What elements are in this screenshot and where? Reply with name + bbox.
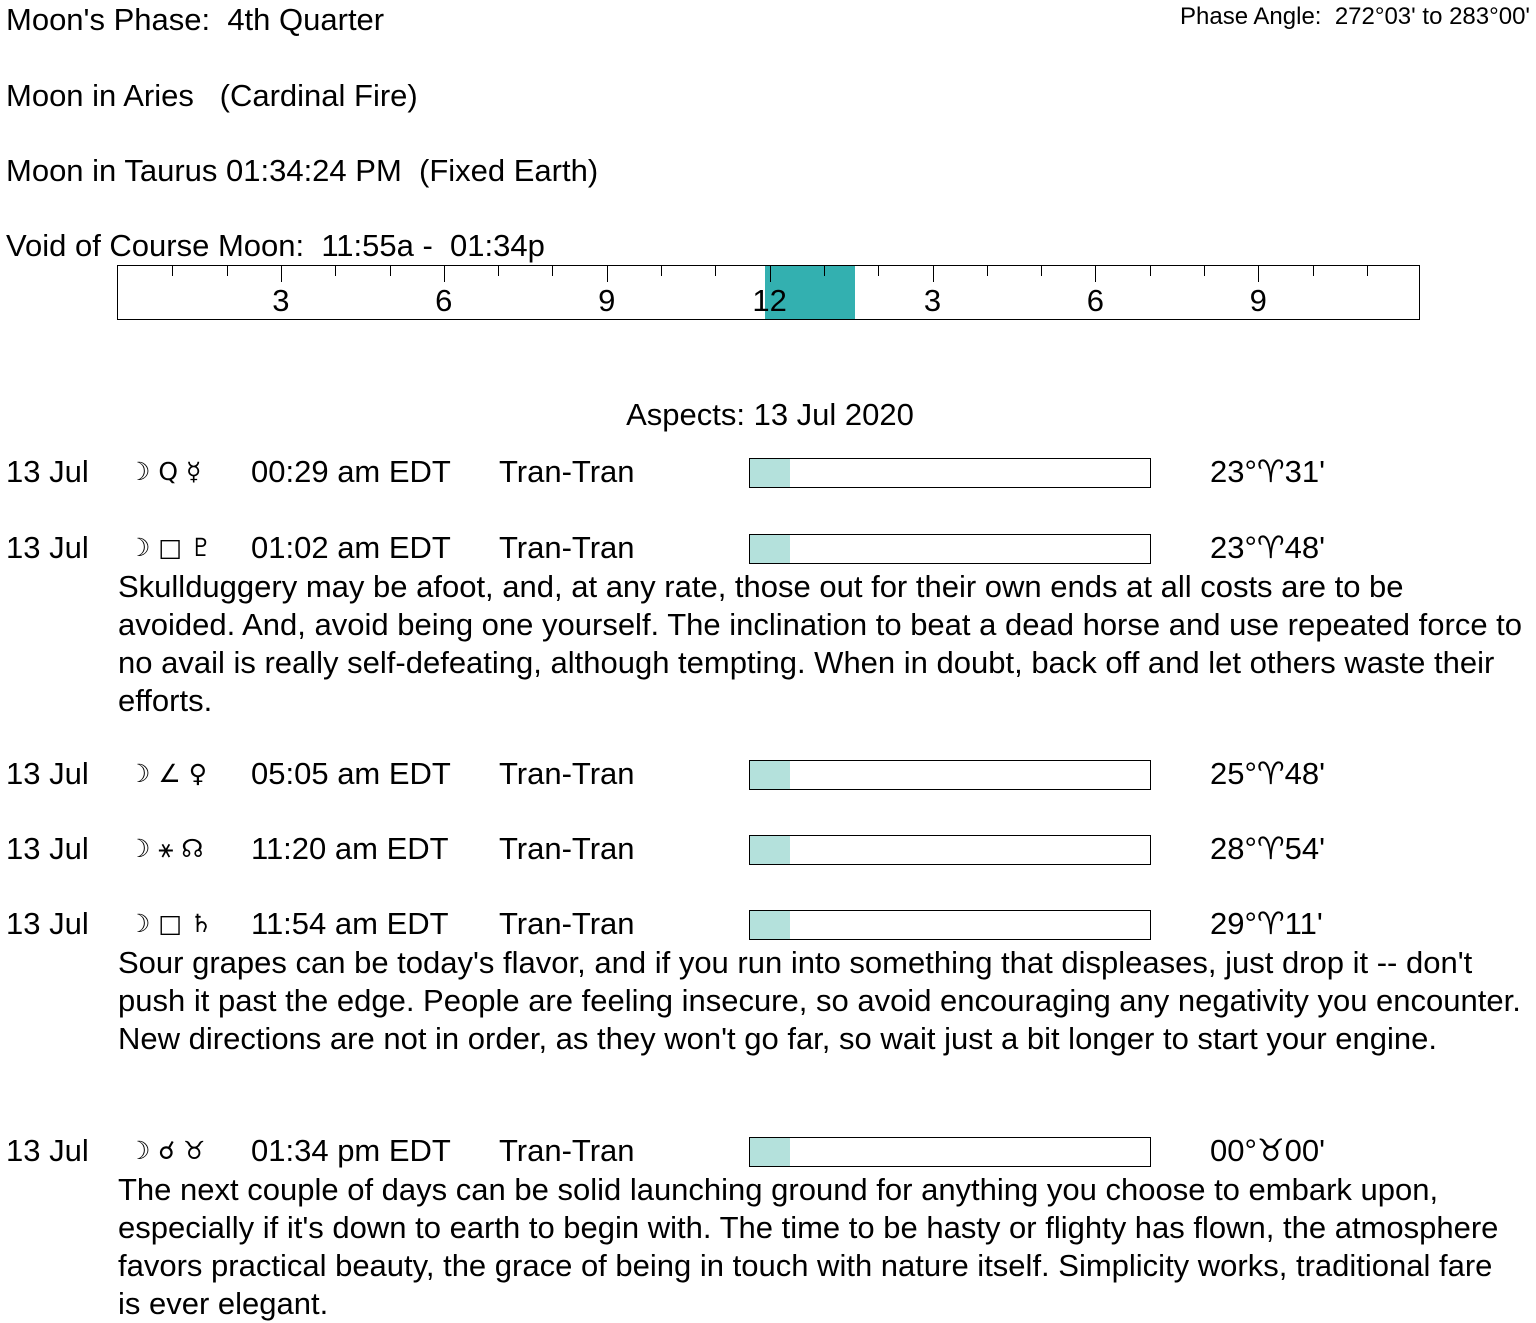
aspect-date: 13 Jul [6, 906, 89, 941]
aspect-strength-bar [749, 835, 1151, 865]
timeline-tick-label: 3 [923, 283, 942, 318]
aspect-type: Tran-Tran [499, 756, 635, 791]
aspect-glyphs: ☽ □ ♄ [128, 909, 213, 938]
timeline-tick [1313, 266, 1314, 276]
aspect-glyphs: ☽ □ ♇ [128, 533, 213, 562]
aspect-row [0, 452, 1536, 492]
timeline-tick [335, 266, 336, 276]
aspect-entry [0, 452, 1536, 492]
timeline-tick [498, 266, 499, 276]
aspect-interpretation: Sour grapes can be today's flavor, and if you run into something that displeases, just drop it -- don't push it past the edge. People are feeling insecure, so avoid encouraging any negativity you encounter. New directions are not in order, as they won't go far, so wait just a bit longer to start your engine. [118, 945, 1521, 1056]
timeline-tick [1204, 266, 1205, 276]
aspect-interpretation: Skullduggery may be afoot, and, at any rate, those out for their own ends at all costs are to be avoided. And, avoid being one yourself. The inclination to beat a dead horse and use repeated force to no avail is really self-defeating, although tempting. When in doubt, back off and let others waste their efforts. [118, 569, 1523, 718]
aspect-type: Tran-Tran [499, 831, 635, 866]
aspect-strength-bar [749, 760, 1151, 790]
timeline-tick [715, 266, 716, 276]
aspect-type: Tran-Tran [499, 1133, 635, 1168]
aspect-position: 29°♈11' [1210, 906, 1323, 941]
aspect-date: 13 Jul [6, 530, 89, 565]
timeline-tick-label: 6 [435, 283, 453, 318]
aspect-time: 01:02 am EDT [251, 530, 451, 565]
aspect-row [0, 528, 1536, 568]
timeline-tick-label: 9 [1249, 283, 1267, 318]
aspect-strength-fill [750, 761, 790, 789]
aspect-glyphs: ☽ Q ☿ [128, 457, 202, 486]
aspect-type: Tran-Tran [499, 454, 635, 489]
aspect-strength-fill [750, 1138, 790, 1166]
aspect-glyphs: ☽ ⚹ ☊ [128, 834, 204, 863]
aspect-interpretation: The next couple of days can be solid launching ground for anything you choose to embark upon, especially if it's down to earth to begin with. The time to be hasty or flighty has flown, the atmosphere favors practical beauty, the grace of being in touch with nature itself. Simplicity works, traditional fare is ever elegant. [118, 1172, 1499, 1321]
aspect-type: Tran-Tran [499, 906, 635, 941]
aspect-entry [0, 904, 1536, 1056]
aspect-position: 25°♈48' [1210, 756, 1326, 791]
aspect-strength-fill [750, 836, 790, 864]
aspects-heading: Aspects: 13 Jul 2020 [626, 397, 914, 432]
timeline-tick [824, 266, 825, 276]
void-of-course-timeline [117, 265, 1420, 320]
aspect-strength-bar [749, 910, 1151, 940]
timeline-tick [281, 266, 282, 282]
aspect-entry [0, 528, 1536, 718]
timeline-tick [552, 266, 553, 276]
aspect-date: 13 Jul [6, 1133, 89, 1168]
timeline-tick-label: 6 [1086, 283, 1105, 318]
aspect-strength-bar [749, 534, 1151, 564]
timeline-tick [444, 266, 445, 282]
timeline-tick [607, 266, 608, 282]
aspect-strength-bar [749, 458, 1151, 488]
aspect-date: 13 Jul [6, 756, 89, 791]
aspect-date: 13 Jul [6, 831, 89, 866]
aspect-position: 28°♈54' [1210, 831, 1326, 866]
aspect-entry [0, 754, 1536, 794]
moon-sign-aries: Moon in Aries (Cardinal Fire) [6, 78, 418, 113]
timeline-tick-label: 9 [598, 283, 616, 318]
timeline-tick [1041, 266, 1042, 276]
timeline-tick-label: 12 [752, 283, 787, 318]
timeline-tick [1095, 266, 1096, 282]
aspect-glyphs: ☽ ☌ ♉ [128, 1136, 206, 1165]
aspect-position: 00°♉00' [1210, 1133, 1326, 1168]
aspect-strength-fill [750, 459, 790, 487]
aspect-row [0, 1131, 1536, 1171]
aspect-strength-fill [750, 535, 790, 563]
aspect-row [0, 829, 1536, 869]
aspect-entry [0, 1131, 1536, 1321]
phase-angle: Phase Angle: 272°03' to 283°00' [1180, 3, 1530, 30]
aspect-row [0, 904, 1536, 944]
timeline-tick [1150, 266, 1151, 276]
timeline-tick [661, 266, 662, 276]
moon-sign-taurus: Moon in Taurus 01:34:24 PM (Fixed Earth) [6, 153, 599, 188]
timeline-tick [933, 266, 934, 282]
aspect-position: 23°♈48' [1210, 530, 1326, 565]
timeline-tick [1367, 266, 1368, 276]
aspect-date: 13 Jul [6, 454, 89, 489]
void-of-course: Void of Course Moon: 11:55a - 01:34p [6, 228, 545, 263]
moon-phase: Moon's Phase: 4th Quarter [6, 2, 385, 37]
aspect-row [0, 754, 1536, 794]
timeline-tick [770, 266, 771, 282]
timeline-tick [1258, 266, 1259, 282]
timeline-tick [227, 266, 228, 276]
aspect-strength-fill [750, 911, 790, 939]
aspect-glyphs: ☽ ∠ ♀ [128, 759, 208, 788]
aspect-time: 11:54 am EDT [251, 906, 449, 941]
aspect-position: 23°♈31' [1210, 454, 1326, 489]
timeline-tick [172, 266, 173, 276]
aspect-strength-bar [749, 1137, 1151, 1167]
timeline-tick [987, 266, 988, 276]
aspect-time: 01:34 pm EDT [251, 1133, 451, 1168]
aspect-time: 11:20 am EDT [251, 831, 449, 866]
aspect-time: 00:29 am EDT [251, 454, 451, 489]
aspect-type: Tran-Tran [499, 530, 635, 565]
aspect-entry [0, 829, 1536, 869]
timeline-tick [878, 266, 879, 276]
aspect-time: 05:05 am EDT [251, 756, 451, 791]
timeline-tick-label: 3 [272, 283, 290, 318]
timeline-tick [390, 266, 391, 276]
